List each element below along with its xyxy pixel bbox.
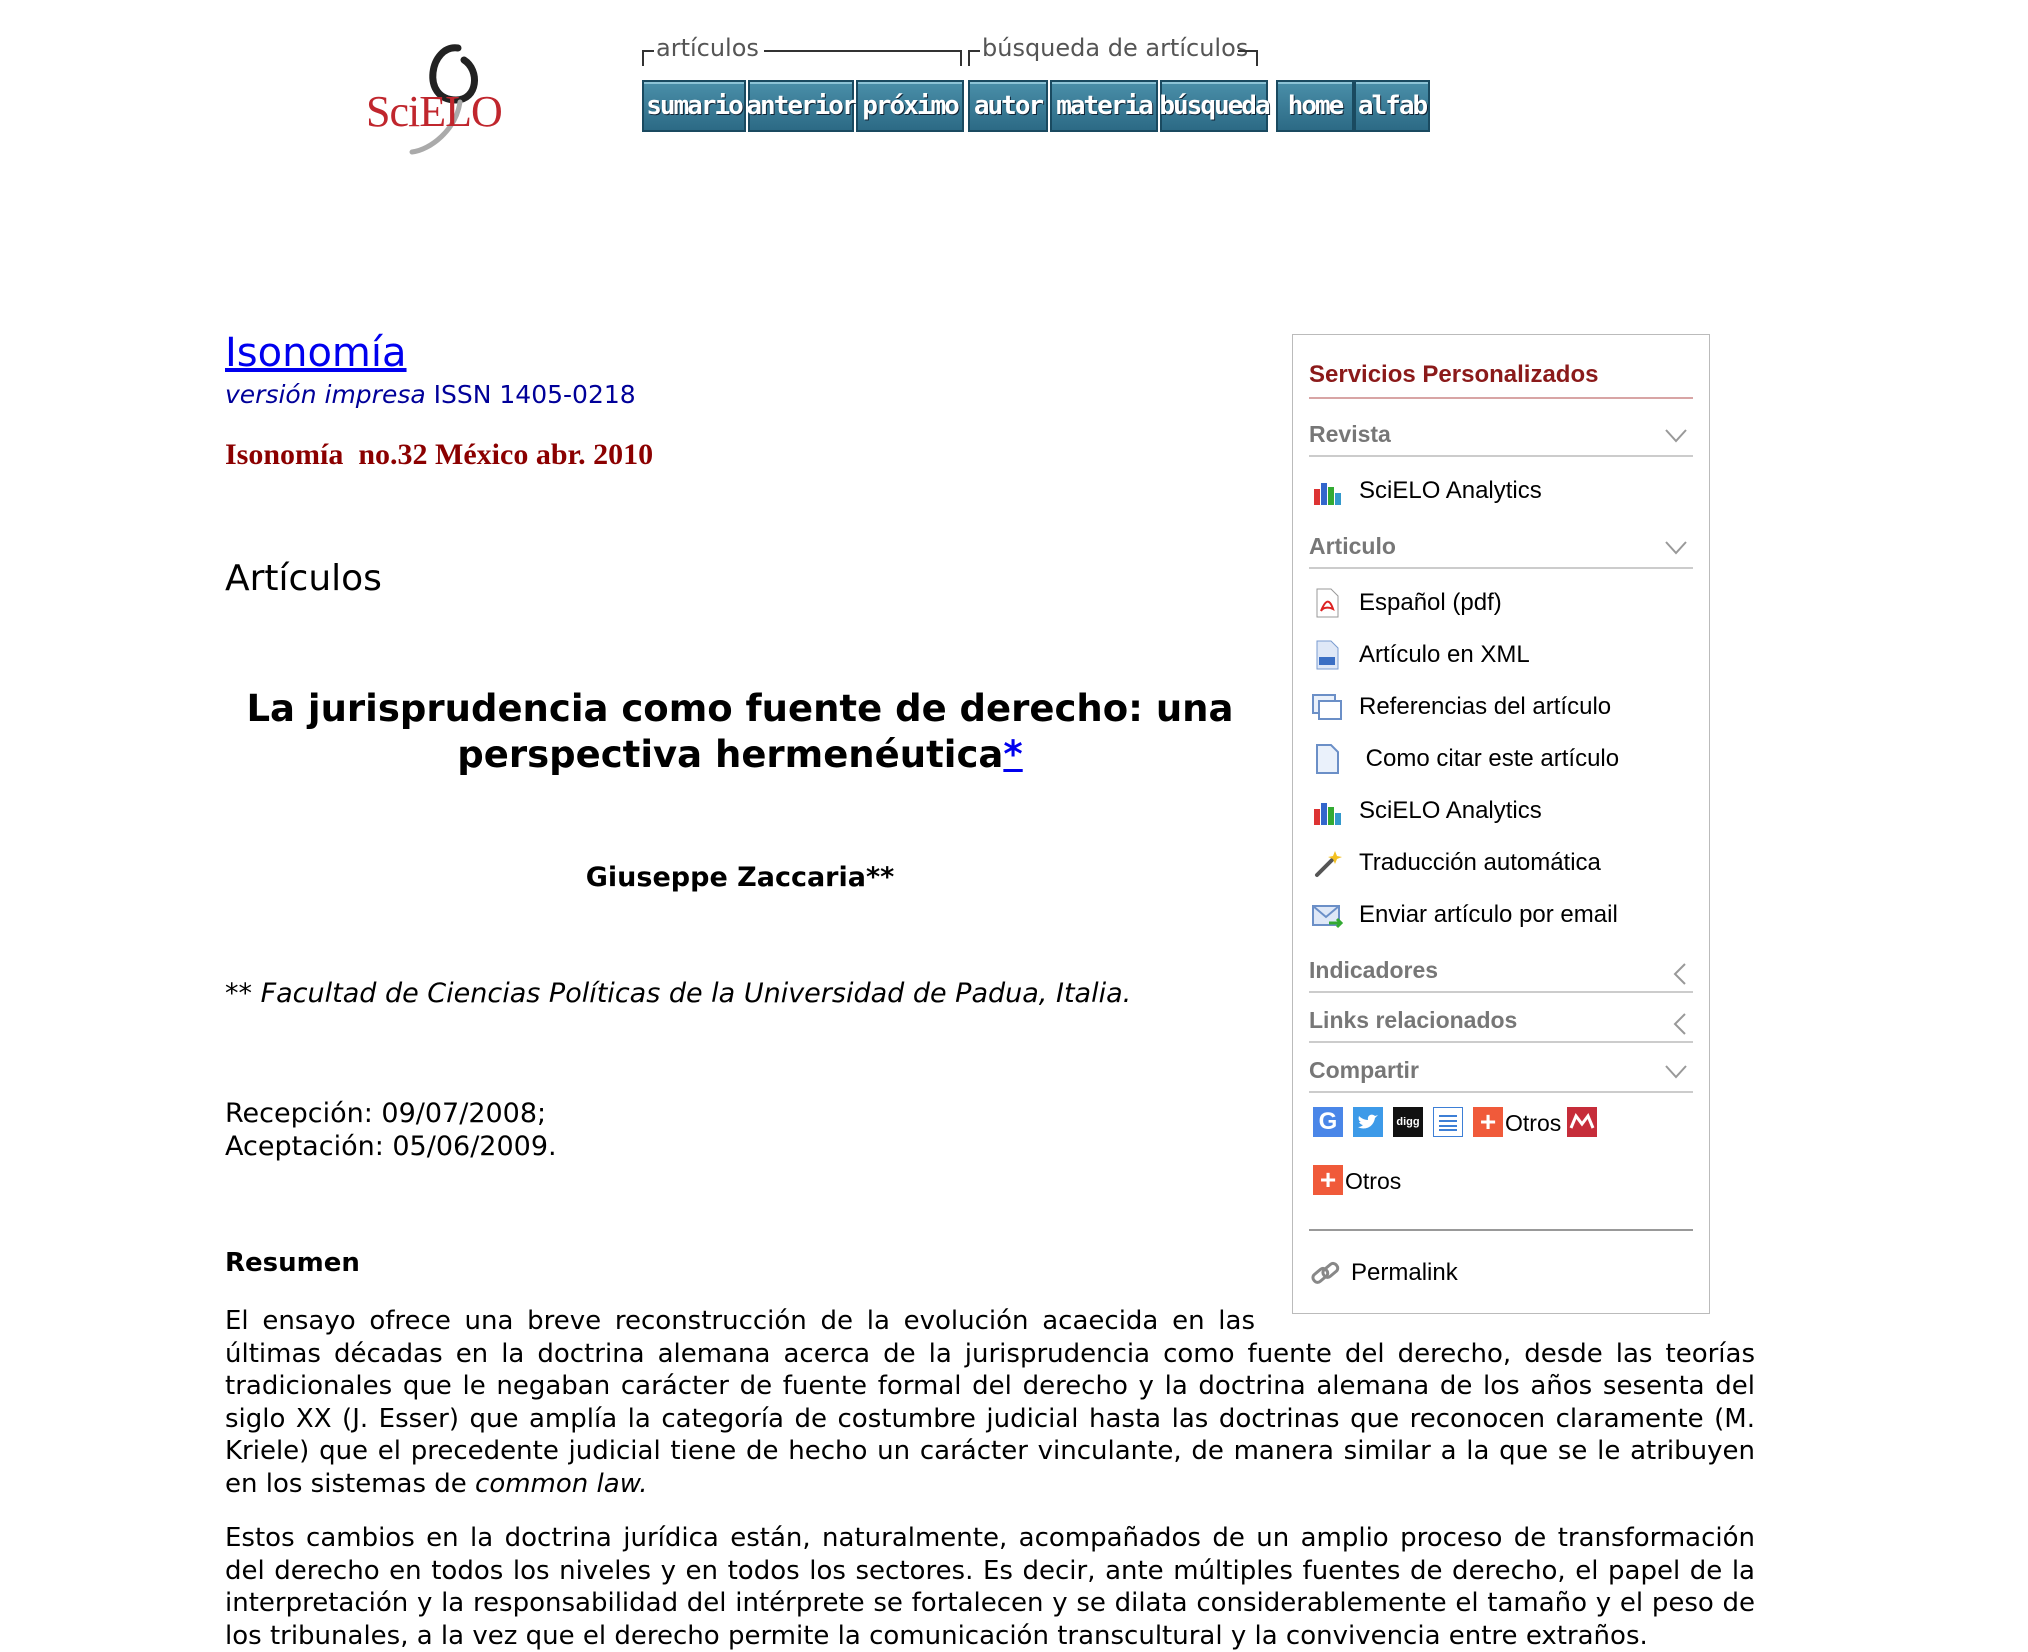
- sidebar-section-revista[interactable]: [1309, 421, 1693, 457]
- references-icon: [1311, 691, 1343, 723]
- logo-text: SciELO: [366, 87, 502, 136]
- sidebar-section-indicadores[interactable]: [1309, 957, 1693, 993]
- sidebar-item-traduccion[interactable]: [1311, 845, 1601, 881]
- section-label: Articulo: [1309, 533, 1396, 559]
- magic-wand-icon: [1311, 847, 1343, 879]
- share-buttons-2: [1313, 1165, 1407, 1195]
- anterior-button[interactable]: anterior: [748, 80, 854, 132]
- item-label: Español (pdf): [1359, 589, 1502, 616]
- item-label: Permalink: [1351, 1259, 1458, 1286]
- bracket-left: [642, 50, 654, 66]
- sidebar-section-links[interactable]: [1309, 1007, 1693, 1043]
- article-title: [225, 686, 1255, 778]
- pdf-icon: [1311, 587, 1343, 619]
- mendeley-glyph-icon: [1569, 1112, 1595, 1132]
- google-icon[interactable]: G: [1313, 1107, 1343, 1137]
- author-affiliation: ** Facultad de Ciencias Políticas de la Universidad de Padua, Italia.: [225, 978, 1132, 1009]
- alfab-button[interactable]: alfab: [1354, 80, 1430, 132]
- abstract-heading: Resumen: [225, 1248, 360, 1278]
- lines-icon: [1438, 1113, 1458, 1131]
- sumario-button[interactable]: sumario: [642, 80, 746, 132]
- article-dates: [225, 1097, 557, 1163]
- nav-group-label-articulos: artículos: [656, 34, 759, 62]
- digg-icon[interactable]: digg: [1393, 1107, 1423, 1137]
- chevron-left-icon: [1673, 963, 1687, 985]
- journal-title-link[interactable]: Isonomía: [225, 330, 407, 376]
- item-label: SciELO Analytics: [1359, 797, 1542, 824]
- item-label: Referencias del artículo: [1359, 693, 1612, 720]
- item-label: Como citar este artículo: [1359, 745, 1620, 772]
- bracket-right: [1238, 50, 1258, 66]
- section-label: Compartir: [1309, 1057, 1419, 1083]
- busqueda-button[interactable]: búsqueda: [1160, 80, 1268, 132]
- chevron-down-icon: [1665, 429, 1687, 443]
- sidebar-item-referencias[interactable]: [1311, 689, 1611, 725]
- issn-line: [225, 380, 636, 409]
- sidebar-item-como-citar[interactable]: [1311, 741, 1619, 777]
- item-label: Enviar artículo por email: [1359, 901, 1618, 928]
- link-icon: [1309, 1257, 1341, 1289]
- title-footnote-link[interactable]: *: [1003, 733, 1023, 776]
- section-label: Links relacionados: [1309, 1007, 1518, 1033]
- sidebar-section-articulo[interactable]: [1309, 533, 1693, 569]
- services-sidebar: [1292, 334, 1710, 1314]
- bracket-left: [968, 50, 980, 66]
- sidebar-item-scielo-analytics-2[interactable]: [1311, 793, 1542, 829]
- document-icon: [1311, 743, 1343, 775]
- bar-chart-icon: [1311, 795, 1343, 827]
- email-icon: [1311, 899, 1343, 931]
- accepted-date: Aceptación: 05/06/2009.: [225, 1131, 557, 1162]
- chevron-left-icon: [1673, 1013, 1687, 1035]
- abstract-p1-first-line: El ensayo ofrece una breve reconstrucción de la evolución acaecida en las: [225, 1306, 1255, 1336]
- item-label: Traducción automática: [1359, 849, 1601, 876]
- section-label: Indicadores: [1309, 957, 1439, 983]
- materia-button[interactable]: materia: [1050, 80, 1158, 132]
- twitter-icon[interactable]: [1353, 1107, 1383, 1137]
- issn-value: ISSN 1405-0218: [433, 380, 636, 409]
- otros-share-link[interactable]: Otros: [1505, 1110, 1562, 1136]
- author-name: Giuseppe Zaccaria**: [585, 862, 895, 893]
- item-label: Artículo en XML: [1359, 641, 1530, 668]
- item-label: SciELO Analytics: [1359, 477, 1542, 504]
- abstract-p1-italic: common law.: [475, 1468, 648, 1499]
- received-date: Recepción: 09/07/2008;: [225, 1098, 547, 1129]
- chevron-down-icon: [1665, 1065, 1687, 1079]
- sidebar-item-email[interactable]: [1311, 897, 1618, 933]
- sidebar-divider: [1309, 1229, 1693, 1231]
- abstract-p1-body: últimas décadas en la doctrina alemana acerca de la jurisprudencia como fuente del derecho, desde las teorías tradicionales que le negaban carácter de fuente formal del derecho y la doctrina alemana de los años sesenta del siglo XX (J. Esser) que amplía la categoría de costumbre judicial hasta las doctrinas que reconocen claramente (M. Kriele) que el precedente judicial tiene de hecho un carácter vinculante, de manera similar a la que se le atribuyen en los sistemas de: [225, 1338, 1755, 1499]
- abstract-paragraph-1: [225, 1305, 1755, 1500]
- sidebar-section-compartir[interactable]: [1309, 1057, 1693, 1093]
- bird-icon: [1357, 1113, 1379, 1131]
- version-label: versión impresa: [225, 380, 426, 409]
- sidebar-item-xml[interactable]: [1311, 637, 1530, 673]
- autor-button[interactable]: autor: [968, 80, 1048, 132]
- issue-info: Isonomía no.32 México abr. 2010: [225, 438, 654, 471]
- chevron-down-icon: [1665, 541, 1687, 555]
- scielo-logo[interactable]: [360, 40, 500, 160]
- nav-group-label-busqueda: búsqueda de artículos: [982, 34, 1249, 62]
- bar-chart-icon: [1311, 475, 1343, 507]
- home-button[interactable]: home: [1276, 80, 1354, 132]
- share-buttons: [1313, 1107, 1607, 1137]
- add-share-icon[interactable]: +: [1313, 1165, 1343, 1195]
- list-icon[interactable]: [1433, 1107, 1463, 1137]
- bracket-right: [764, 50, 962, 66]
- article-title-text: La jurisprudencia como fuente de derecho: una perspectiva hermenéutica: [246, 687, 1234, 776]
- section-label: Revista: [1309, 421, 1391, 447]
- permalink-link[interactable]: [1309, 1255, 1458, 1291]
- sidebar-item-pdf[interactable]: [1311, 585, 1502, 621]
- abstract-paragraph-2: Estos cambios en la doctrina jurídica están, naturalmente, acompañados de un amplio proceso de transformación del derecho en todos los niveles y en todos los sectores. Es decir, ante múltiples fuentes de derecho, el papel de la interpretación y la responsabilidad del intérprete se fortalecen y se dilata considerablemente el tamaño y el peso de los tribunales, a la vez que el derecho permite la comunicación transcultural y la convivencia entre extraños.: [225, 1523, 1755, 1651]
- proximo-button[interactable]: próximo: [856, 80, 964, 132]
- mendeley-icon[interactable]: [1567, 1107, 1597, 1137]
- add-share-icon[interactable]: +: [1473, 1107, 1503, 1137]
- otros-share-link-2[interactable]: Otros: [1345, 1168, 1402, 1194]
- sidebar-item-scielo-analytics[interactable]: [1311, 473, 1542, 509]
- xml-icon: [1311, 639, 1343, 671]
- section-heading: Artículos: [225, 558, 382, 599]
- sidebar-title: Servicios Personalizados: [1309, 361, 1693, 399]
